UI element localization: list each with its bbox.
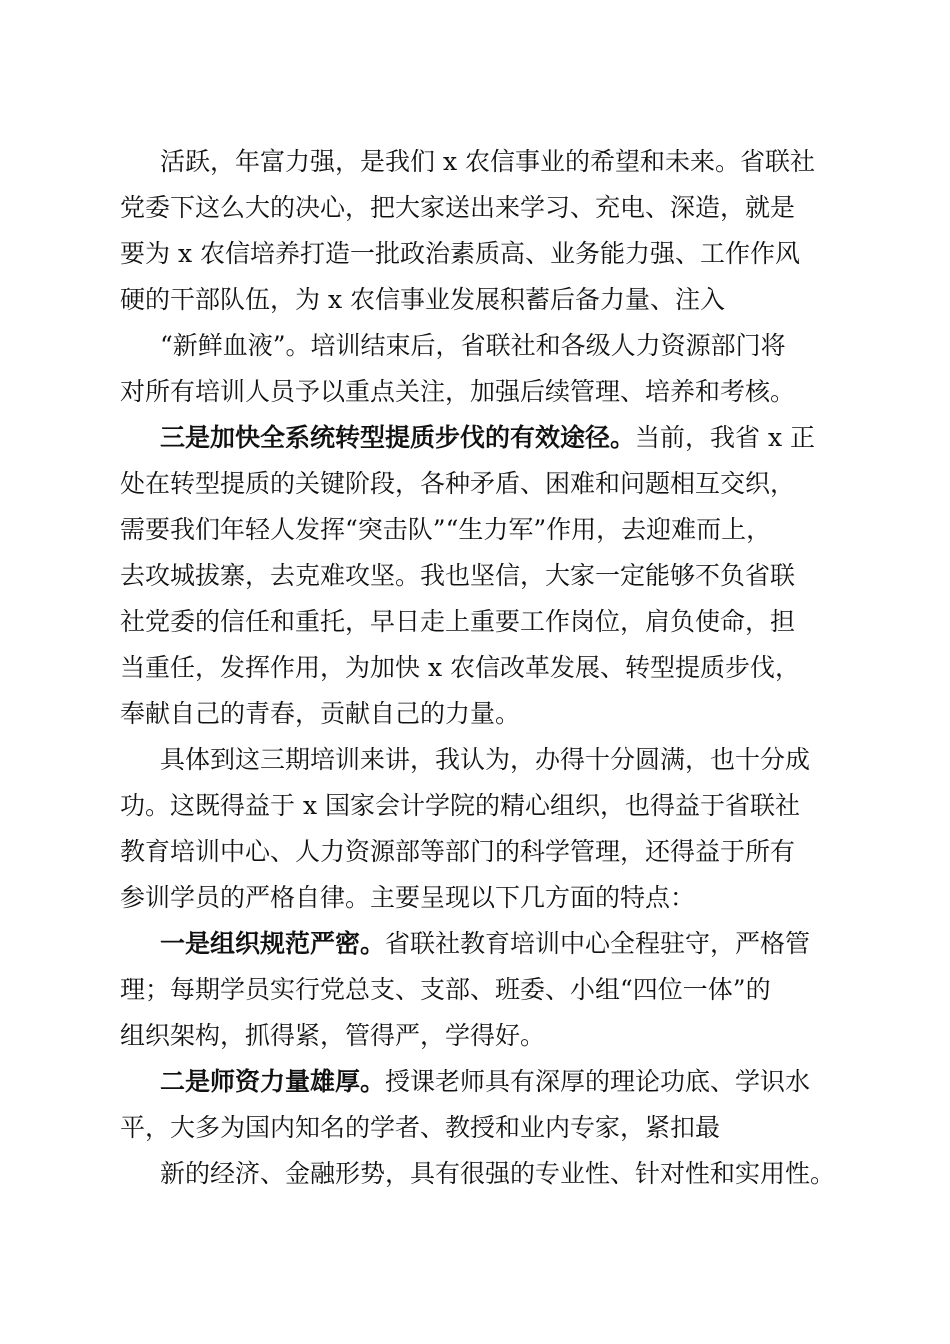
body-text: 当前，我省 x 正 [635, 423, 816, 452]
body-line: 功。这既得益于 x 国家会计学院的精心组织，也得益于省联社 [120, 791, 800, 820]
body-line: “新鲜血液”。培训结束后，省联社和各级人力资源部门将 [160, 331, 786, 360]
body-line: 去攻城拔寨，去克难攻坚。我也坚信，大家一定能够不负省联 [120, 561, 796, 590]
body-line: 平，大多为国内知名的学者、教授和业内专家，紧扣最 [120, 1113, 721, 1142]
body-line: 奉献自己的青春，贡献自己的力量。 [120, 699, 521, 728]
body-line: 活跃，年富力强，是我们 x 农信事业的希望和未来。省联社 [160, 147, 815, 176]
body-line: 具体到这三期培训来讲，我认为，办得十分圆满，也十分成 [160, 745, 811, 774]
body-line: 对所有培训人员予以重点关注，加强后续管理、培养和考核。 [120, 377, 796, 406]
body-line: 理；每期学员实行党总支、支部、班委、小组“四位一体”的 [120, 975, 771, 1004]
body-line: 新的经济、金融形势，具有很强的专业性、针对性和实用性。 [160, 1159, 836, 1188]
body-line: 党委下这么大的决心，把大家送出来学习、充电、深造，就是 [120, 193, 796, 222]
body-line: 需要我们年轻人发挥“突击队”“生力军”作用，去迎难而上， [120, 515, 772, 544]
heading-line [160, 1067, 810, 1097]
body-line: 当重任，发挥作用，为加快 x 农信改革发展、转型提质步伐， [120, 653, 800, 682]
section-heading: 一是组织规范严密。 [160, 929, 386, 958]
body-text: 省联社教育培训中心全程驻守，严格管 [385, 929, 811, 958]
section-heading: 二是师资力量雄厚。 [160, 1067, 386, 1096]
body-line: 社党委的信任和重托，早日走上重要工作岗位，肩负使命，担 [120, 607, 796, 636]
body-text: 授课老师具有深厚的理论功底、学识水 [385, 1067, 811, 1096]
heading-line [160, 423, 815, 453]
body-line: 硬的干部队伍，为 x 农信事业发展积蓄后备力量、注入 [120, 285, 725, 314]
section-heading: 三是加快全系统转型提质步伐的有效途径。 [160, 423, 636, 452]
body-line: 组织架构，抓得紧，管得严，学得好。 [120, 1021, 546, 1050]
heading-line [160, 929, 810, 959]
body-line: 要为 x 农信培养打造一批政治素质高、业务能力强、工作作风 [120, 239, 800, 268]
body-line: 处在转型提质的关键阶段，各种矛盾、困难和问题相互交织， [120, 469, 796, 498]
body-line: 参训学员的严格自律。主要呈现以下几方面的特点： [120, 883, 696, 912]
body-line: 教育培训中心、人力资源部等部门的科学管理，还得益于所有 [120, 837, 796, 866]
